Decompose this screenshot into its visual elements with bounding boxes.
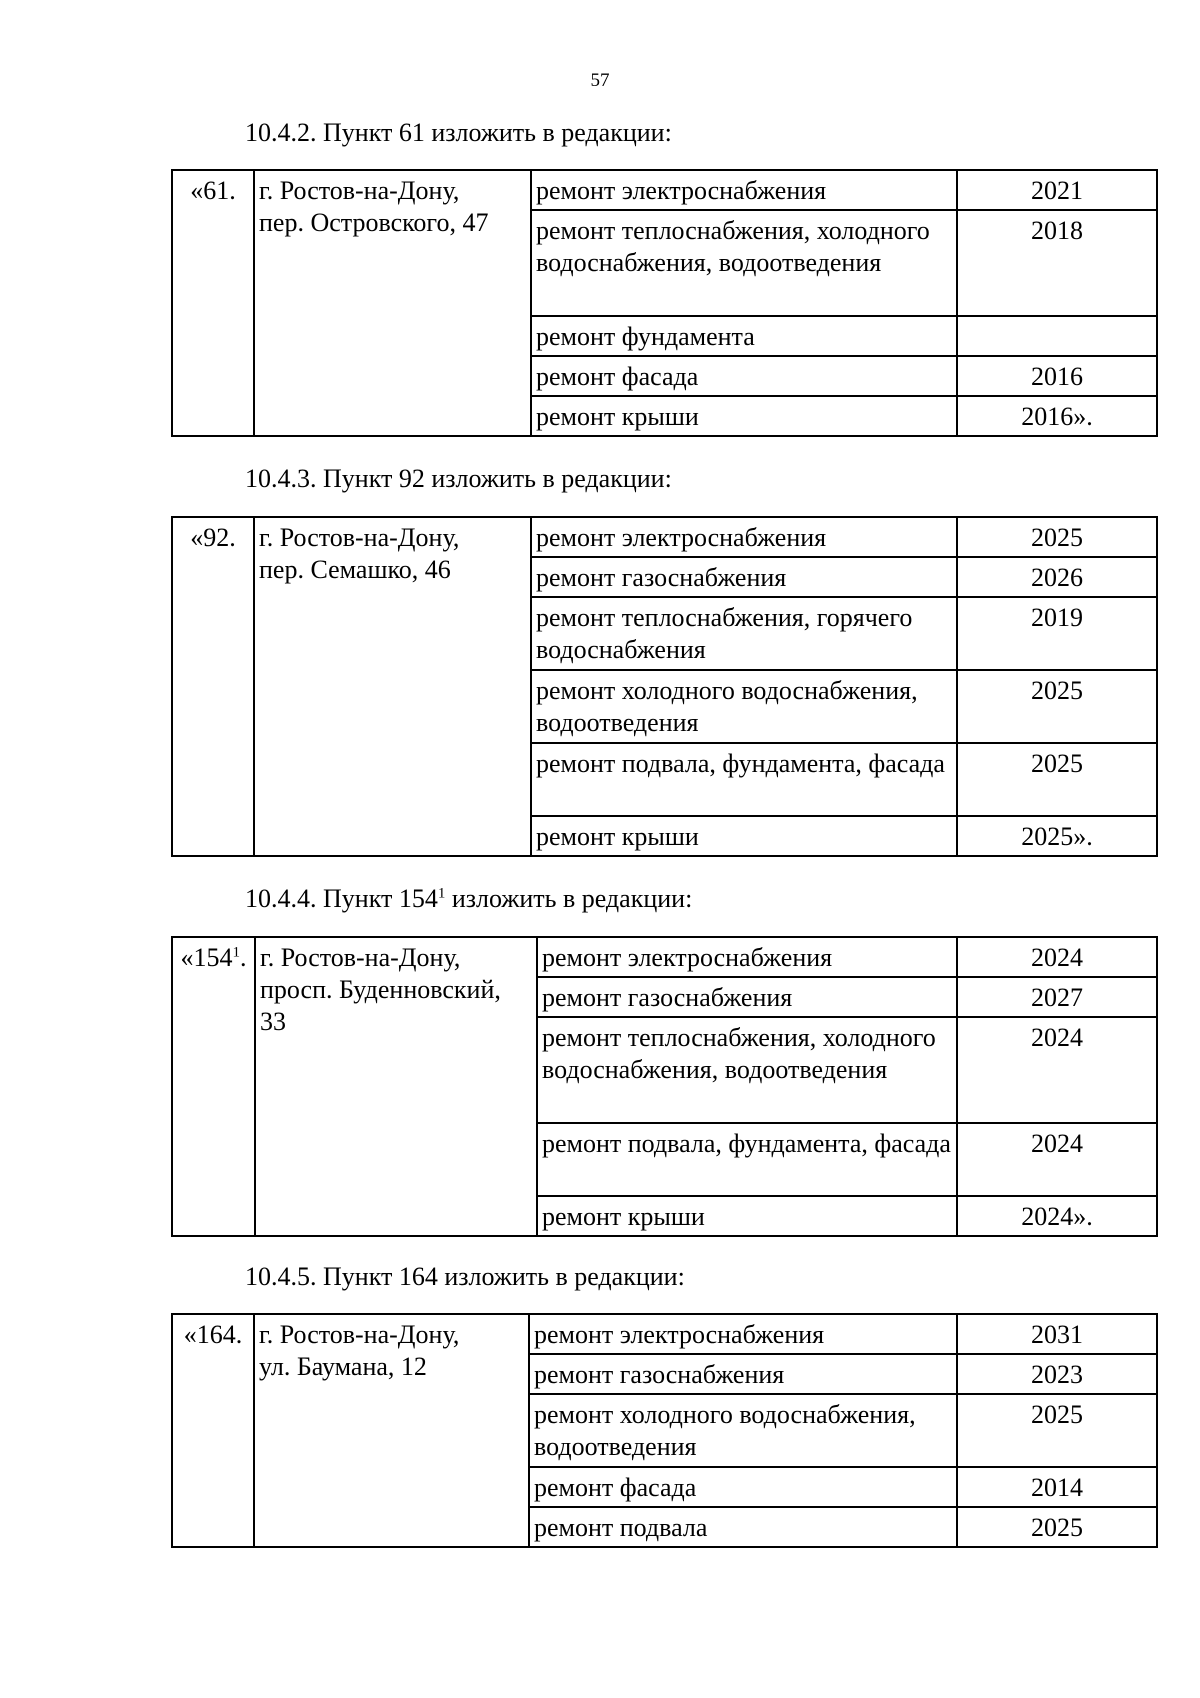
year-cell: 2025 bbox=[957, 1507, 1157, 1547]
year-cell: 2016 bbox=[957, 356, 1157, 396]
year-cell: 2025 bbox=[957, 670, 1157, 743]
year-cell: 2024 bbox=[957, 1017, 1157, 1123]
section-heading: 10.4.2. Пункт 61 изложить в редакции: bbox=[245, 118, 672, 147]
year-cell: 2023 bbox=[957, 1354, 1157, 1394]
year-cell: 2031 bbox=[957, 1314, 1157, 1354]
address-cell: г. Ростов-на-Дону, просп. Буденновский, 33 bbox=[255, 937, 537, 1236]
year-cell: 2026 bbox=[957, 557, 1157, 597]
page-number: 57 bbox=[590, 70, 610, 91]
work-cell: ремонт холодного водоснабжения, водоотведения bbox=[529, 1394, 957, 1467]
year-cell: 2025 bbox=[957, 743, 1157, 816]
table-row bbox=[172, 937, 1157, 977]
work-cell: ремонт электроснабжения bbox=[537, 937, 957, 977]
year-cell: 2021 bbox=[957, 170, 1157, 210]
work-cell: ремонт электроснабжения bbox=[531, 517, 957, 557]
year-cell: 2025 bbox=[957, 517, 1157, 557]
year-cell: 2025 bbox=[957, 1394, 1157, 1467]
table-row bbox=[172, 170, 1157, 210]
year-cell: 2024 bbox=[957, 1123, 1157, 1196]
year-cell: 2024». bbox=[957, 1196, 1157, 1236]
work-cell: ремонт электроснабжения bbox=[529, 1314, 957, 1354]
item-number-cell: «92. bbox=[172, 517, 254, 856]
address-cell: г. Ростов-на-Дону, ул. Баумана, 12 bbox=[254, 1314, 529, 1547]
work-cell: ремонт фасада bbox=[531, 356, 957, 396]
address-cell: г. Ростов-на-Дону, пер. Семашко, 46 bbox=[254, 517, 531, 856]
work-cell: ремонт холодного водоснабжения, водоотведения bbox=[531, 670, 957, 743]
work-cell: ремонт теплоснабжения, горячего водоснабжения bbox=[531, 597, 957, 670]
work-cell: ремонт крыши bbox=[537, 1196, 957, 1236]
work-cell: ремонт подвала, фундамента, фасада bbox=[531, 743, 957, 816]
work-cell: ремонт подвала, фундамента, фасада bbox=[537, 1123, 957, 1196]
year-cell: 2018 bbox=[957, 210, 1157, 316]
year-cell: 2016». bbox=[957, 396, 1157, 436]
year-cell: 2019 bbox=[957, 597, 1157, 670]
work-cell: ремонт крыши bbox=[531, 816, 957, 856]
year-cell: 2014 bbox=[957, 1467, 1157, 1507]
section-heading: 10.4.4. Пункт $154^1$ изложить в редакции: bbox=[245, 884, 693, 913]
work-cell: ремонт крыши bbox=[531, 396, 957, 436]
item-number-cell: «61. bbox=[172, 170, 254, 436]
work-cell: ремонт газоснабжения bbox=[531, 557, 957, 597]
table-row bbox=[172, 517, 1157, 557]
year-cell: 2025». bbox=[957, 816, 1157, 856]
work-cell: ремонт электроснабжения bbox=[531, 170, 957, 210]
repair-table bbox=[171, 936, 1158, 1237]
repair-table bbox=[171, 169, 1158, 437]
repair-table bbox=[171, 516, 1158, 857]
section-heading: 10.4.5. Пункт 164 изложить в редакции: bbox=[245, 1262, 685, 1291]
item-number-cell: «164. bbox=[172, 1314, 254, 1547]
year-cell: 2024 bbox=[957, 937, 1157, 977]
work-cell: ремонт теплоснабжения, холодного водоснабжения, водоотведения bbox=[531, 210, 957, 316]
work-cell: ремонт фасада bbox=[529, 1467, 957, 1507]
work-cell: ремонт теплоснабжения, холодного водоснабжения, водоотведения bbox=[537, 1017, 957, 1123]
work-cell: ремонт подвала bbox=[529, 1507, 957, 1547]
work-cell: ремонт газоснабжения bbox=[537, 977, 957, 1017]
table-row bbox=[172, 1314, 1157, 1354]
section-heading: 10.4.3. Пункт 92 изложить в редакции: bbox=[245, 464, 672, 493]
repair-table bbox=[171, 1313, 1158, 1548]
work-cell: ремонт газоснабжения bbox=[529, 1354, 957, 1394]
address-cell: г. Ростов-на-Дону, пер. Островского, 47 bbox=[254, 170, 531, 436]
year-cell bbox=[957, 316, 1157, 356]
work-cell: ремонт фундамента bbox=[531, 316, 957, 356]
item-number-cell: «$154^1$. bbox=[172, 937, 255, 1236]
year-cell: 2027 bbox=[957, 977, 1157, 1017]
